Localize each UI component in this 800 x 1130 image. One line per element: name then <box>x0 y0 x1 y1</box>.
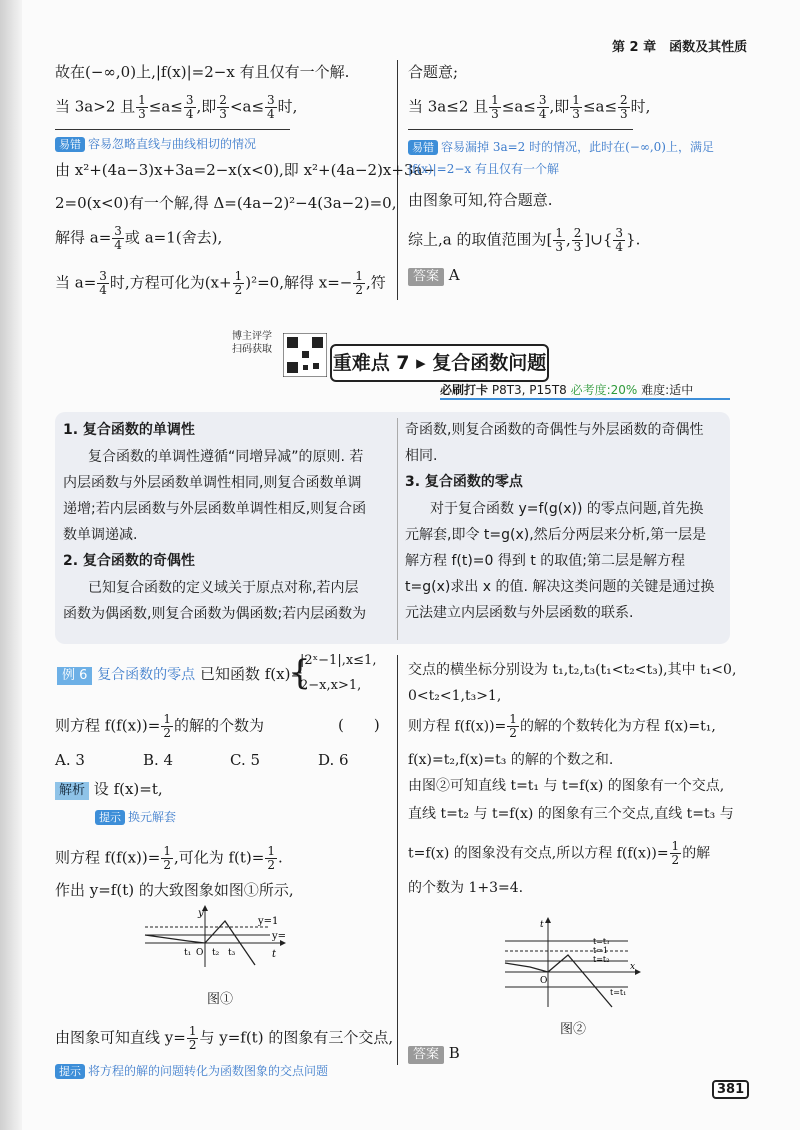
graph1-t2: t₂ <box>212 948 220 958</box>
right-ex-line-7: t=f(x) 的图象没有交点,所以方程 f(f(x))= $\frac{1}{2}$ 的解 <box>408 839 711 867</box>
right-tip-2: |f(x)|=2−x 有且仅有一个解 <box>408 162 559 176</box>
piecewise-case-2: 2−x,x>1, <box>300 678 362 693</box>
graph1-y1-label: y=1 <box>258 916 279 927</box>
left-line-1: 故在(−∞,0)上,|f(x)|=2−x 有且仅有一个解. <box>55 63 350 81</box>
graph1-xaxis-label: t <box>272 949 277 960</box>
page-spine-shadow <box>0 0 22 1130</box>
box-heading-2: 2. 复合函数的奇偶性 <box>63 553 195 569</box>
column-divider-bottom <box>397 655 398 1065</box>
answer-top: 答案 A <box>408 265 460 286</box>
example-stem: 例 6 复合函数的零点 已知函数 f(x)= <box>57 664 303 685</box>
qr-caption: 博主评学 扫码获取 <box>232 331 272 355</box>
hint-2: 提示 将方程的解的问题转化为函数图象的交点问题 <box>55 1060 328 1081</box>
option-d[interactable]: D. 6 <box>318 751 349 769</box>
box-p3-3: t=g(x)求出 x 的值. 解决这类问题的关键是通过换 <box>405 579 715 595</box>
graph2-origin: O <box>540 976 548 986</box>
graph2-tt1: t=t₁ <box>610 988 627 997</box>
left-line-2: 当 3a>2 且 $\frac{1}{3}$ ≤a≤ $\frac{3}{4}$ ,即 $\frac{2}{3}$ <a≤ $\frac{3}{4}$ 时, <box>55 93 298 121</box>
page-number: 381 <box>712 1080 749 1099</box>
graph-1 <box>140 905 315 975</box>
box-p2r-0: 奇函数,则复合函数的奇偶性与外层函数的奇偶性 <box>405 422 704 438</box>
box-divider <box>397 418 398 640</box>
box-heading-3: 3. 复合函数的零点 <box>405 474 523 490</box>
example-question: 则方程 f(f(x))= $\frac{1}{2}$ 的解的个数为 <box>55 712 264 740</box>
box-p1-3: 数单调递减. <box>63 527 138 543</box>
hint-1: 提示 换元解套 <box>95 806 176 827</box>
left-line-6: 当 a= $\frac{3}{4}$ 时,方程可化为(x+ $\frac{1}{2}$ )²=0,解得 x=− $\frac{1}{2}$ ,符 <box>55 269 386 297</box>
piecewise-brace: { <box>289 653 311 693</box>
right-line-3: 由图象可知,符合题意. <box>408 191 553 209</box>
right-ex-line-6: 直线 t=t₂ 与 t=f(x) 的图象有三个交点,直线 t=t₃ 与 <box>408 806 734 822</box>
chapter-header: 第 2 章 函数及其性质 <box>612 40 748 55</box>
right-ex-line-2: 0<t₂<1,t₃>1, <box>408 688 502 704</box>
answer-paren: ( ) <box>338 716 380 734</box>
figure-2-caption: 图② <box>560 1022 587 1037</box>
meta-line: 必刷打卡 P8T3, P15T8 必考度:20% 难度:适中 <box>440 383 694 397</box>
right-ex-line-8: 的个数为 1+3=4. <box>408 880 524 896</box>
graph1-t1: t₁ <box>184 948 192 958</box>
box-p2-0: 已知复合函数的定义域关于原点对称,若内层 <box>88 580 359 596</box>
left-rule <box>55 129 290 130</box>
qr-code-icon[interactable] <box>283 333 327 377</box>
graph1-yaxis-label: y <box>198 908 204 919</box>
figure-1-caption: 图① <box>207 992 234 1007</box>
box-p1-1: 内层函数与外层函数单调性相同,则复合函数单调 <box>63 475 362 491</box>
left-line-4: 2=0(x<0)有一个解,得 Δ=(4a−2)²−4(3a−2)=0, <box>55 194 397 212</box>
left-line-5: 解得 a= $\frac{3}{4}$ 或 a=1(舍去), <box>55 224 223 252</box>
box-p2r-1: 相同. <box>405 448 438 464</box>
box-p2-1: 函数为偶函数,则复合函数为偶函数;若内层函数为 <box>63 606 367 622</box>
section-banner: 重难点 7 ▸ 复合函数问题 <box>330 344 549 382</box>
column-divider-top <box>397 60 398 300</box>
right-rule <box>408 129 633 130</box>
piecewise-case-1: |2ˣ−1|,x≤1, <box>300 653 377 668</box>
graph-2 <box>500 915 650 1010</box>
right-line-2: 当 3a≤2 且 $\frac{1}{3}$ ≤a≤ $\frac{3}{4}$ ,即 $\frac{1}{3}$ ≤a≤ $\frac{2}{3}$ 时, <box>408 93 651 121</box>
right-ex-line-1: 交点的横坐标分别设为 t₁,t₂,t₃(t₁<t₂<t₃),其中 t₁<0, <box>408 662 737 678</box>
graph2-yaxis-label: t <box>540 920 544 930</box>
left-tip: 易错 容易忽略直线与曲线相切的情况 <box>55 133 256 154</box>
right-ex-line-5: 由图②可知直线 t=t₁ 与 t=f(x) 的图象有一个交点, <box>408 778 725 794</box>
right-line-1: 合题意; <box>408 63 459 81</box>
right-ex-line-4: f(x)=t₂,f(x)=t₃ 的解的个数之和. <box>408 752 614 768</box>
solution-line-4: 由图象可知直线 y= $\frac{1}{2}$ 与 y=f(t) 的图象有三个交点, <box>55 1024 394 1052</box>
graph2-t1-line: t=1 <box>593 946 609 955</box>
solution-line-2: 则方程 f(f(x))= $\frac{1}{2}$ ,可化为 f(t)= $\frac{1}{2}$ . <box>55 844 283 872</box>
box-p1-2: 递增;若内层函数与外层函数单调性相反,则复合函 <box>63 501 367 517</box>
solution-line-3: 作出 y=f(t) 的大致图象如图①所示, <box>55 881 294 899</box>
graph2-t2: t=t₂ <box>593 955 610 964</box>
box-p3-4: 元法建立内层函数与外层函数的联系. <box>405 605 634 621</box>
right-tip-1: 易错 容易漏掉 3a=2 时的情况，此时在(−∞,0)上，满足 <box>408 136 714 157</box>
graph1-origin: O <box>196 948 204 958</box>
box-heading-1: 1. 复合函数的单调性 <box>63 422 195 438</box>
option-c[interactable]: C. 5 <box>230 751 261 769</box>
box-p3-2: 解方程 f(t)=0 得到 t 的取值;第二层是解方程 <box>405 553 685 569</box>
box-p3-0: 对于复合函数 y=f(g(x)) 的零点问题,首先换 <box>430 501 704 517</box>
answer-bottom: 答案 B <box>408 1043 460 1064</box>
meta-underline <box>440 398 730 400</box>
option-a[interactable]: A. 3 <box>55 751 85 769</box>
box-p3-1: 元解套,即令 t=g(x),然后分两层来分析,第一层是 <box>405 527 707 543</box>
graph1-t3: t₃ <box>228 948 236 958</box>
box-p1-0: 复合函数的单调性遵循“同增异减”的原则. 若 <box>88 449 364 465</box>
graph2-t3: t=t₃ <box>593 937 610 946</box>
left-line-3: 由 x²+(4a−3)x+3a=2−x(x<0),即 x²+(4a−2)x+3a− <box>55 161 436 179</box>
graph1-yhalf-label: y= <box>272 931 287 942</box>
solution-line-1: 解析 设 f(x)=t, <box>55 779 163 800</box>
right-ex-line-3: 则方程 f(f(x))= $\frac{1}{2}$ 的解的个数转化为方程 f(x)=t₁, <box>408 712 716 740</box>
option-b[interactable]: B. 4 <box>143 751 174 769</box>
graph2-xaxis-label: x <box>630 962 636 972</box>
right-line-4: 综上,a 的取值范围为[ $\frac{1}{3}$ , $\frac{2}{3}$ ]∪{ $\frac{3}{4}$ }. <box>408 226 641 254</box>
